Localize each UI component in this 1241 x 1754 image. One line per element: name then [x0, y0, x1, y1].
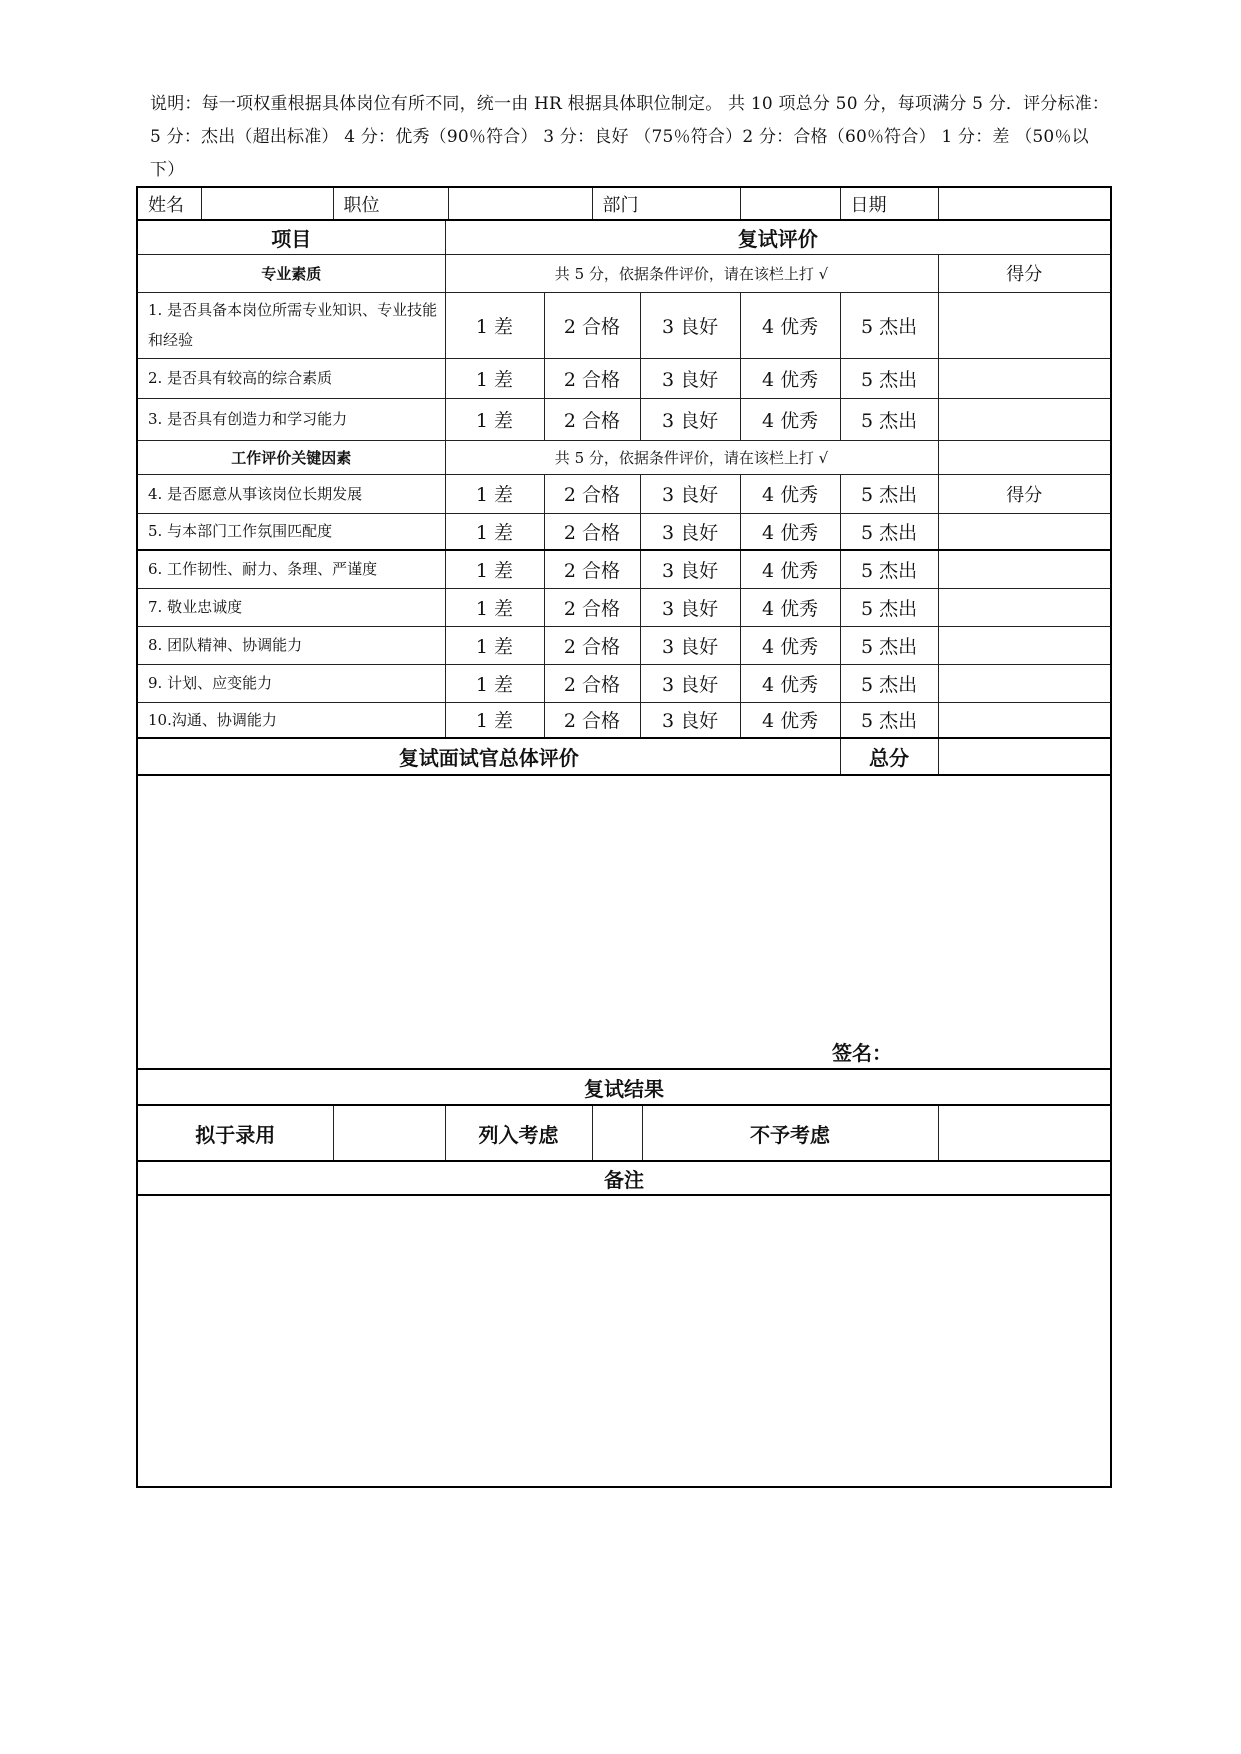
score-field[interactable]: [938, 358, 1111, 398]
section-key-factors-instruction: 共 5 分，依据条件评价，请在该栏上打 √: [445, 440, 938, 474]
instructions-note: 说明：每一项权重根据具体岗位有所不同，统一由 HR 根据具体职位制定。 共 10 项总分 50 分，每项满分 5 分．评分标准：5 分：杰出（超出标准） 4 分：优秀（90％符合） 3 分：良好 （75％符合）2 分：合格（60％符合） 1 分：差 （50％以下）: [150, 94, 1110, 180]
criterion-3: 3. 是否具有创造力和学习能力: [137, 398, 445, 440]
score-field[interactable]: [938, 550, 1111, 588]
remarks-header: [137, 1161, 1111, 1195]
score-field[interactable]: [938, 398, 1111, 440]
grade-option-3[interactable]: 3 良好: [640, 664, 740, 702]
grade-option-5[interactable]: 5 杰出: [840, 398, 938, 440]
table-row: [137, 513, 1111, 550]
overall-evaluation-header: [137, 738, 1111, 775]
result-title: 复试结果: [137, 1069, 1111, 1105]
department-label: 部门: [592, 187, 740, 220]
position-label: 职位: [333, 187, 448, 220]
grade-option-4[interactable]: 4 优秀: [740, 398, 840, 440]
grade-option-5[interactable]: 5 杰出: [840, 626, 938, 664]
grade-option-1[interactable]: 1 差: [445, 588, 544, 626]
table-row: [137, 588, 1111, 626]
grade-option-1[interactable]: 1 差: [445, 626, 544, 664]
score-field[interactable]: [938, 702, 1111, 738]
grade-option-4[interactable]: 4 优秀: [740, 664, 840, 702]
result-option-hire: 拟于录用: [137, 1105, 333, 1161]
grade-option-2[interactable]: 2 合格: [544, 626, 640, 664]
name-label: 姓名: [137, 187, 201, 220]
grade-option-4[interactable]: 4 优秀: [740, 358, 840, 398]
grade-option-5[interactable]: 5 杰出: [840, 292, 938, 358]
overall-evaluation-body: [137, 775, 1111, 1069]
grade-option-1[interactable]: 1 差: [445, 358, 544, 398]
date-label: 日期: [840, 187, 938, 220]
overall-evaluation-title: 复试面试官总体评价: [137, 738, 840, 775]
section-key-factors-header: [137, 440, 1111, 474]
grade-option-4[interactable]: 4 优秀: [740, 626, 840, 664]
section-professional-title: 专业素质: [137, 254, 445, 292]
grade-option-5[interactable]: 5 杰出: [840, 588, 938, 626]
score-field[interactable]: [938, 588, 1111, 626]
grade-option-3[interactable]: 3 良好: [640, 292, 740, 358]
grade-option-5[interactable]: 5 杰出: [840, 513, 938, 550]
item-column-title: 项目: [137, 220, 445, 254]
grade-option-1[interactable]: 1 差: [445, 513, 544, 550]
applicant-info-row: [137, 187, 1111, 220]
grade-option-3[interactable]: 3 良好: [640, 358, 740, 398]
score-field[interactable]: [938, 626, 1111, 664]
result-option-reject: 不予考虑: [642, 1105, 938, 1161]
remarks-field[interactable]: [137, 1195, 1111, 1487]
grade-option-2[interactable]: 2 合格: [544, 358, 640, 398]
total-score-label: 总分: [840, 738, 938, 775]
criterion-5: 5. 与本部门工作氛围匹配度: [137, 513, 445, 550]
grade-option-5[interactable]: 5 杰出: [840, 702, 938, 738]
result-hire-checkbox[interactable]: [333, 1105, 445, 1161]
name-field[interactable]: [201, 187, 333, 220]
grade-option-5[interactable]: 5 杰出: [840, 664, 938, 702]
grade-option-3[interactable]: 3 良好: [640, 474, 740, 513]
criterion-2: 2. 是否具有较高的综合素质: [137, 358, 445, 398]
criterion-7: 7. 敬业忠诚度: [137, 588, 445, 626]
table-row: [137, 398, 1111, 440]
grade-option-4[interactable]: 4 优秀: [740, 292, 840, 358]
criterion-8: 8. 团队精神、协调能力: [137, 626, 445, 664]
grade-option-1[interactable]: 1 差: [445, 398, 544, 440]
grade-option-5[interactable]: 5 杰出: [840, 358, 938, 398]
grade-option-1[interactable]: 1 差: [445, 664, 544, 702]
grade-option-2[interactable]: 2 合格: [544, 588, 640, 626]
overall-evaluation-field[interactable]: [137, 775, 1111, 1069]
result-options-row: [137, 1105, 1111, 1161]
table-row: [137, 358, 1111, 398]
criterion-4: 4. 是否愿意从事该岗位长期发展: [137, 474, 445, 513]
grade-option-4[interactable]: 4 优秀: [740, 513, 840, 550]
criterion-1: 1. 是否具备本岗位所需专业知识、专业技能和经验: [137, 292, 445, 358]
criterion-10: 10.沟通、协调能力: [137, 702, 445, 738]
table-row: [137, 550, 1111, 588]
grade-option-1[interactable]: 1 差: [445, 550, 544, 588]
grade-option-5[interactable]: 5 杰出: [840, 550, 938, 588]
criterion-6: 6. 工作韧性、耐力、条理、严谨度: [137, 550, 445, 588]
grade-option-3[interactable]: 3 良好: [640, 702, 740, 738]
grade-option-2[interactable]: 2 合格: [544, 474, 640, 513]
interview-evaluation-form: [136, 186, 1112, 1488]
grade-option-2[interactable]: 2 合格: [544, 664, 640, 702]
grade-option-4[interactable]: 4 优秀: [740, 588, 840, 626]
table-row: [137, 292, 1111, 358]
result-consider-checkbox[interactable]: [592, 1105, 642, 1161]
grade-option-3[interactable]: 3 良好: [640, 626, 740, 664]
date-field[interactable]: [938, 187, 1111, 220]
grade-option-3[interactable]: 3 良好: [640, 550, 740, 588]
evaluation-column-title: 复试评价: [445, 220, 1111, 254]
grade-option-2[interactable]: 2 合格: [544, 513, 640, 550]
section-professional-instruction: 共 5 分，依据条件评价，请在该栏上打 √: [445, 254, 938, 292]
section-professional-header: [137, 254, 1111, 292]
grade-option-2[interactable]: 2 合格: [544, 398, 640, 440]
grade-option-5[interactable]: 5 杰出: [840, 474, 938, 513]
grade-option-4[interactable]: 4 优秀: [740, 474, 840, 513]
grade-option-2[interactable]: 2 合格: [544, 702, 640, 738]
total-score-field[interactable]: [938, 738, 1111, 775]
grade-option-1[interactable]: 1 差: [445, 702, 544, 738]
grade-option-2[interactable]: 2 合格: [544, 550, 640, 588]
grade-option-3[interactable]: 3 良好: [640, 588, 740, 626]
score-column-title: 得分: [938, 254, 1111, 292]
result-header: [137, 1069, 1111, 1105]
section-key-factors-title: 工作评价关键因素: [137, 440, 445, 474]
table-row: [137, 664, 1111, 702]
grade-option-2[interactable]: 2 合格: [544, 292, 640, 358]
score-field[interactable]: [938, 664, 1111, 702]
grade-option-1[interactable]: 1 差: [445, 474, 544, 513]
grade-option-1[interactable]: 1 差: [445, 292, 544, 358]
table-row: [137, 702, 1111, 738]
result-reject-checkbox[interactable]: [938, 1105, 1111, 1161]
table-row: [137, 626, 1111, 664]
position-field[interactable]: [448, 187, 592, 220]
remarks-body: [137, 1195, 1111, 1487]
grade-option-4[interactable]: 4 优秀: [740, 702, 840, 738]
score-field[interactable]: [938, 513, 1111, 550]
result-option-consider: 列入考虑: [445, 1105, 592, 1161]
grade-option-4[interactable]: 4 优秀: [740, 550, 840, 588]
signature-label: 签名：: [832, 1041, 893, 1065]
grade-option-3[interactable]: 3 良好: [640, 513, 740, 550]
remarks-title: 备注: [137, 1161, 1111, 1195]
criterion-9: 9. 计划、应变能力: [137, 664, 445, 702]
department-field[interactable]: [740, 187, 840, 220]
title-row: [137, 220, 1111, 254]
table-row: [137, 474, 1111, 513]
score-column-title: 得分: [938, 474, 1111, 513]
score-field[interactable]: [938, 292, 1111, 358]
grade-option-3[interactable]: 3 良好: [640, 398, 740, 440]
